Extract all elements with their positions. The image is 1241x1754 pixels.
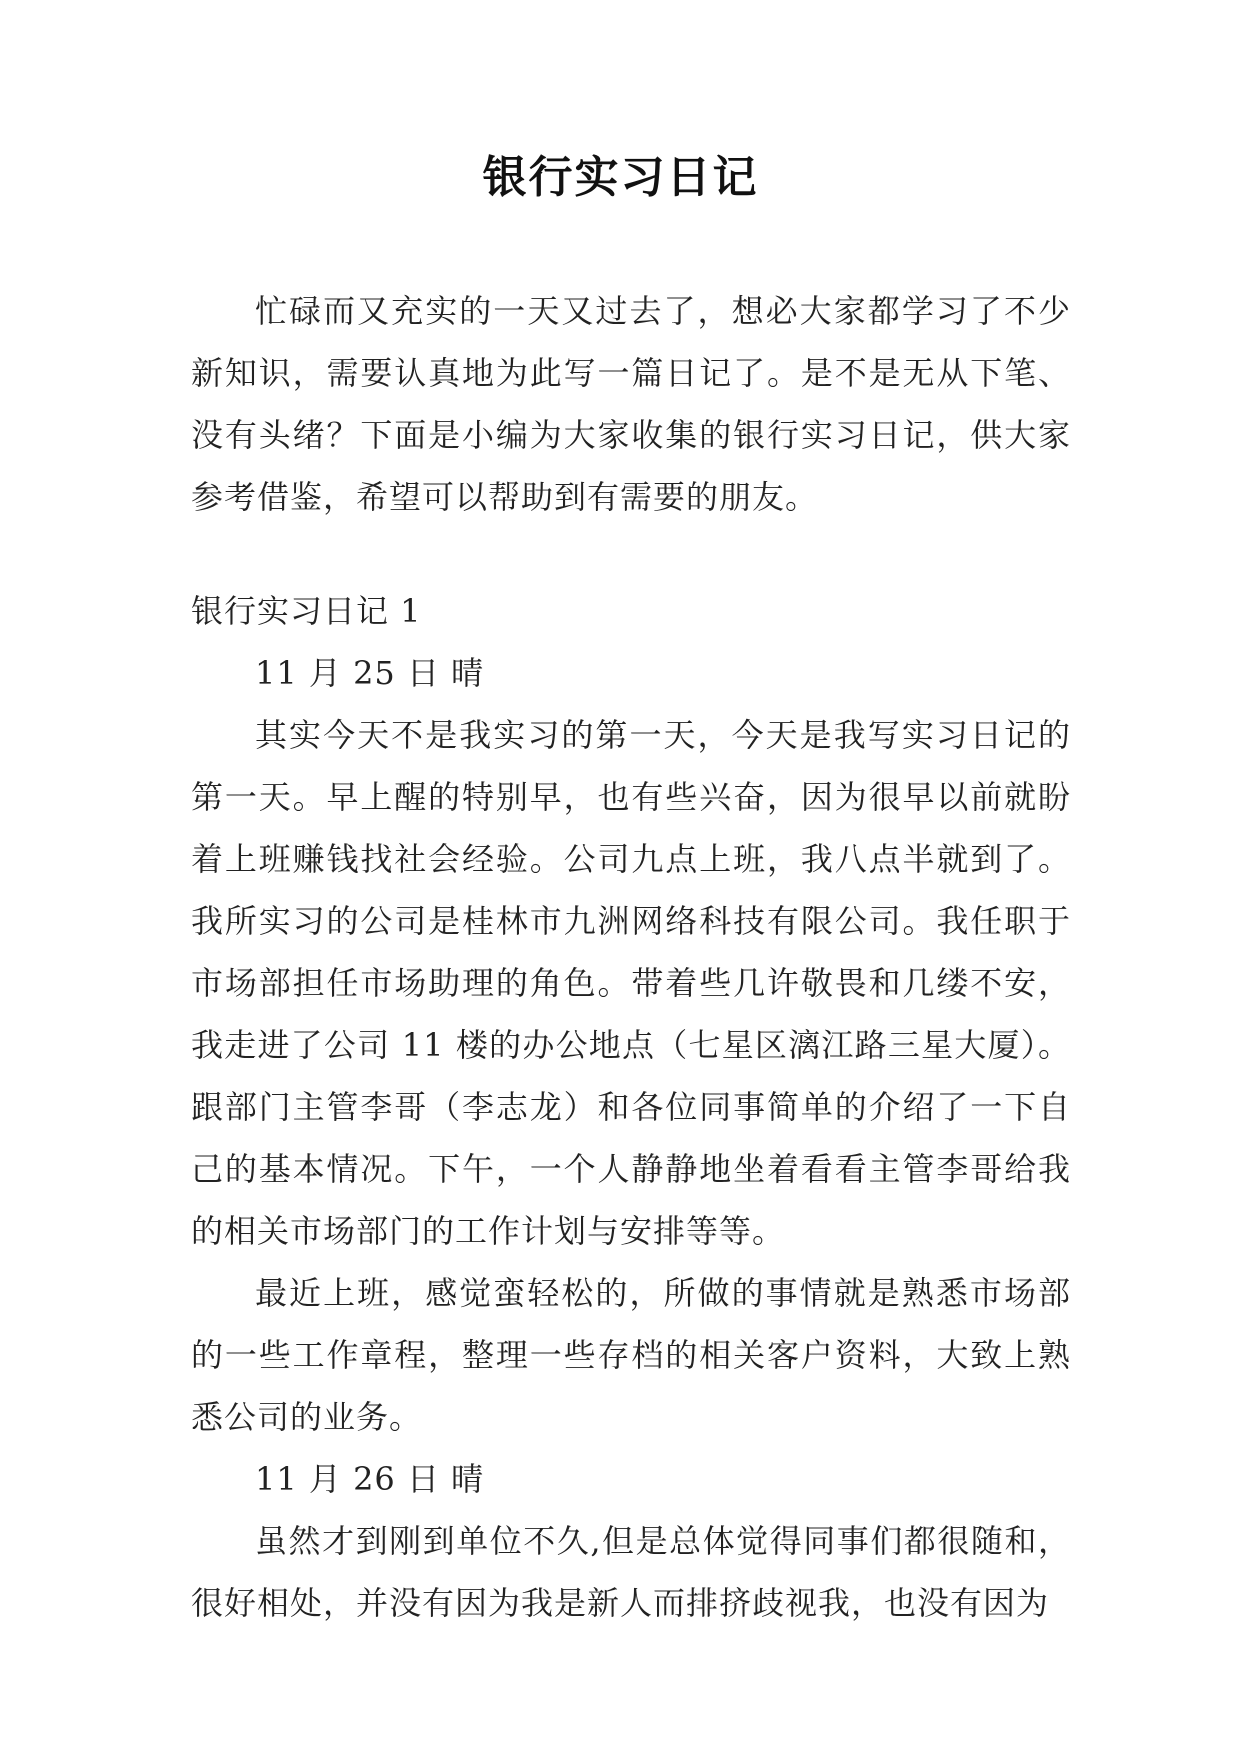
- document-title: 银行实习日记: [482, 152, 759, 203]
- diary-date: 11 月 26 日 晴: [255, 1460, 485, 1498]
- diary-date: 11 月 25 日 晴: [255, 654, 485, 692]
- document-body: [191, 280, 1071, 1634]
- diary-paragraph: 其实今天不是我实习的第一天，今天是我写实习日记的第一天。早上醒的特别早，也有些兴奋，因为很早以前就盼着上班赚钱找社会经验。公司九点上班，我八点半就到了。我所实习的公司是桂林市九洲网络科技有限公司。我任职于市场部担任市场助理的角色。带着些几许敬畏和几缕不安，我走进了公司 11 楼的办公地点（七星区漓江路三星大厦）。跟部门主管李哥（李志龙）和各位同事简单的介绍了一下自己的基本情况。下午，一个人静静地坐着看看主管李哥给我的相关市场部门的工作计划与安排等等。: [191, 716, 1071, 1250]
- section-heading: 银行实习日记 1: [191, 592, 422, 630]
- diary-paragraph: 最近上班，感觉蛮轻松的，所做的事情就是熟悉市场部的一些工作章程，整理一些存档的相关客户资料，大致上熟悉公司的业务。: [191, 1274, 1071, 1436]
- intro-paragraph: 忙碌而又充实的一天又过去了，想必大家都学习了不少新知识，需要认真地为此写一篇日记了。是不是无从下笔、没有头绪？下面是小编为大家收集的银行实习日记，供大家参考借鉴，希望可以帮助到有需要的朋友。: [191, 292, 1071, 516]
- diary-paragraph: 虽然才到刚到单位不久,但是总体觉得同事们都很随和，很好相处，并没有因为我是新人而排挤歧视我，也没有因为: [191, 1522, 1071, 1622]
